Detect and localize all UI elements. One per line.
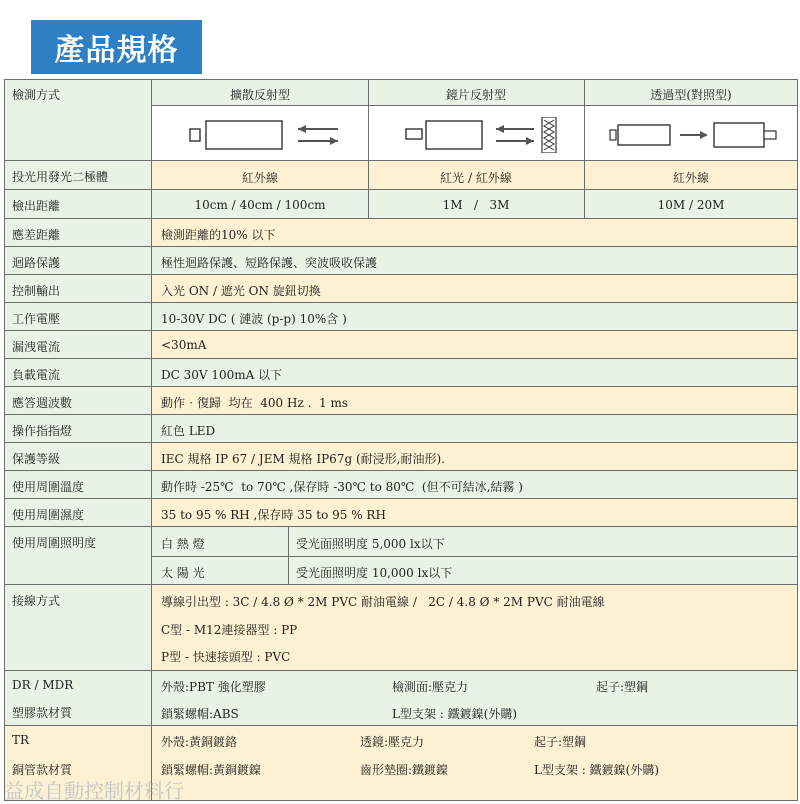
light-source-mirror: 紅光 / 紅外線 <box>440 171 512 185</box>
column-mirror: 鏡片反射型 <box>445 88 506 102</box>
dr-material-label: 塑膠款材質 <box>12 706 73 720</box>
wiring-line: 導線引出型 : 3C / 4.8 Ø * 2M PVC 耐油電線 / 2C / 4.8 Ø * 2M PVC 耐油電線 <box>161 595 605 609</box>
spec-row <box>4 275 798 303</box>
illuminance-label: 使用周圍照明度 <box>4 527 152 584</box>
spec-value: 檢測距離的10% 以下 <box>161 228 276 242</box>
mirror-diagram-icon <box>402 117 562 153</box>
illuminance-value: 受光面照明度 5,000 lx以下 <box>296 537 445 551</box>
distance-mirror: 1M / 3M <box>442 198 510 212</box>
page-title: 產品規格 <box>54 33 179 68</box>
wiring-label: 接線方式 <box>4 585 152 670</box>
spec-label: 工作電壓 <box>4 303 152 330</box>
tr-material-label: 銅管款材質 <box>12 763 73 777</box>
column-diffuse: 擴散反射型 <box>229 88 290 102</box>
tr-nut: 鎖緊螺帽:黃銅鍍鎳 <box>161 763 262 777</box>
spec-row <box>4 499 798 527</box>
tr-lens: 透鏡:壓克力 <box>360 735 425 749</box>
dr-material-row <box>4 671 798 726</box>
illuminance-source: 太 陽 光 <box>161 566 205 580</box>
spec-row <box>4 415 798 443</box>
spec-value: DC 30V 100mA 以下 <box>161 368 283 382</box>
illuminance-row <box>4 527 798 585</box>
light-source-diffuse: 紅外線 <box>241 171 278 185</box>
spec-row <box>4 247 798 275</box>
spec-row <box>4 303 798 331</box>
spec-value: 紅色 LED <box>161 424 216 438</box>
tr-screwdriver: 起子:塑鋼 <box>534 735 587 749</box>
spec-label: 控制輸出 <box>4 275 152 302</box>
spec-value: 35 to 95 % RH ,保存時 35 to 95 % RH <box>161 508 386 522</box>
light-source-through: 紅外線 <box>672 171 709 185</box>
wiring-line: C型 - M12連接器型 : PP <box>161 623 298 637</box>
watermark: 益成自動控制材料行 <box>4 779 184 803</box>
spec-label: 操作指指燈 <box>4 415 152 442</box>
spec-row <box>4 219 798 247</box>
through-beam-diagram-icon <box>608 117 780 153</box>
spec-label: 保護等級 <box>4 443 152 470</box>
header-label: 檢測方式 <box>4 79 152 160</box>
dr-housing: 外殼:PBT 強化塑膠 <box>161 680 266 694</box>
spec-value: <30mA <box>161 338 207 352</box>
spec-label: 應差距離 <box>4 219 152 246</box>
light-source-label: 投光用發光二極體 <box>4 161 152 189</box>
dr-nut: 鎖緊螺帽:ABS <box>161 707 239 721</box>
spec-label: 漏洩電流 <box>4 331 152 358</box>
distance-row <box>4 190 798 219</box>
spec-label: 使用周圍溫度 <box>4 471 152 498</box>
spec-value: 極性迴路保護、短路保護、突波吸收保護 <box>161 256 378 270</box>
tr-washer: 齒形墊圈:鐵鍍鎳 <box>360 763 449 777</box>
spec-row <box>4 387 798 415</box>
tr-housing: 外殼:黃銅鍍鉻 <box>161 735 238 749</box>
distance-diffuse: 10cm / 40cm / 100cm <box>194 198 326 212</box>
wiring-line: P型 - 快速接頭型 : PVC <box>161 650 291 664</box>
spec-value: 入光 ON / 遮光 ON 旋鈕切換 <box>161 284 321 298</box>
dr-model-label: DR / MDR <box>12 678 74 692</box>
dr-detect-face: 檢測面:壓克力 <box>392 680 469 694</box>
diffuse-diagram-icon <box>186 117 346 153</box>
title-banner <box>31 20 202 74</box>
spec-value: IEC 規格 IP 67 / JEM 規格 IP67g (耐浸形,耐油形). <box>161 452 445 466</box>
spec-value: 動作時 -25℃ to 70℃ ,保存時 -30℃ to 80℃ (但不可結冰,結霧 ) <box>161 480 523 494</box>
dr-screwdriver: 起子:塑鋼 <box>596 680 649 694</box>
wiring-row <box>4 585 798 671</box>
tr-model-label: TR <box>12 733 30 747</box>
distance-label: 檢出距離 <box>4 190 152 218</box>
illuminance-source: 白 熱 燈 <box>161 537 205 551</box>
spec-row <box>4 471 798 499</box>
spec-label: 應答週波數 <box>4 387 152 414</box>
illuminance-value: 受光面照明度 10,000 lx以下 <box>296 566 453 580</box>
spec-row <box>4 443 798 471</box>
spec-row <box>4 359 798 387</box>
column-through-beam: 透過型(對照型) <box>650 88 732 102</box>
header-row <box>4 79 798 161</box>
tr-bracket: L型支架 : 鐵鍍鎳(外購) <box>534 763 660 777</box>
spec-value: 10-30V DC ( 漣波 (p-p) 10%含 ) <box>161 312 347 326</box>
spec-label: 負載電流 <box>4 359 152 386</box>
spec-label: 使用周圍濕度 <box>4 499 152 526</box>
distance-through: 10M / 20M <box>657 198 725 212</box>
spec-row <box>4 331 798 359</box>
spec-value: 動作‧復歸 均在 400 Hz . 1 ms <box>161 396 349 410</box>
dr-material-label-cell <box>4 671 152 725</box>
dr-bracket: L型支架 : 鐵鍍鎳(外購) <box>392 707 518 721</box>
spec-label: 迴路保護 <box>4 247 152 274</box>
light-source-row <box>4 161 798 190</box>
